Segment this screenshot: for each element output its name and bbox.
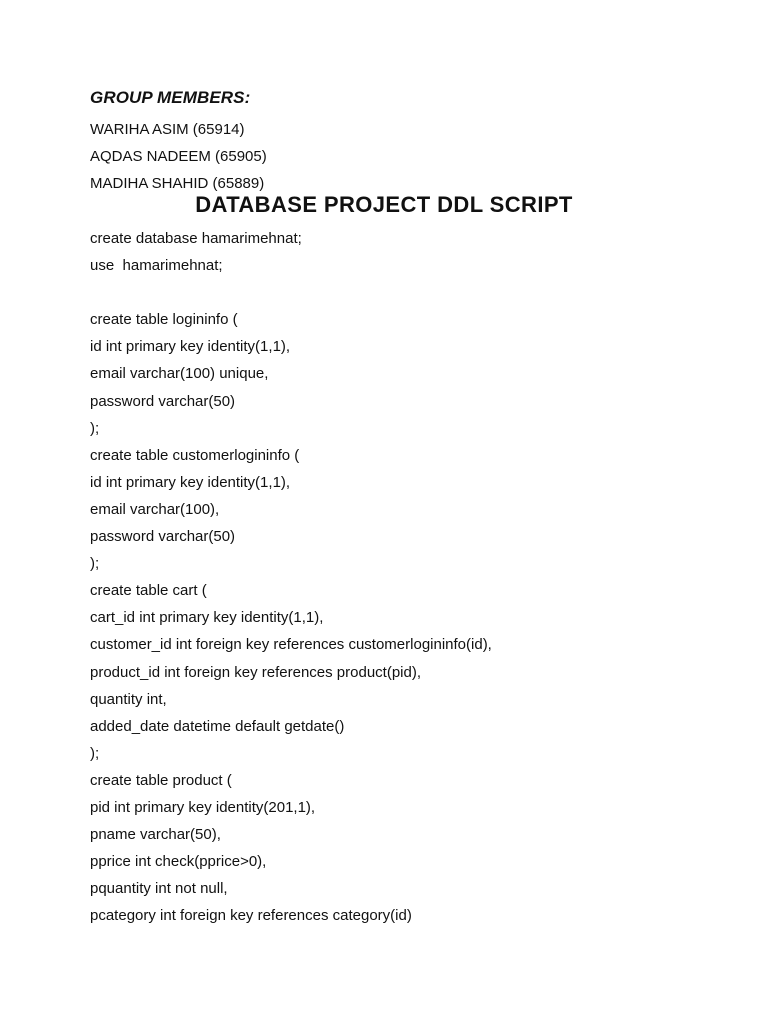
- group-member: WARIHA ASIM (65914): [90, 121, 245, 138]
- script-line: [90, 279, 492, 306]
- script-line: product_id int foreign key references product(pid),: [90, 663, 422, 681]
- script-line: email varchar(100),: [90, 500, 220, 518]
- script-line: quantity int,: [90, 690, 167, 708]
- group-members-list: [90, 116, 267, 197]
- script-line: pid int primary key identity(201,1),: [90, 798, 316, 816]
- ddl-script: [90, 225, 492, 929]
- script-line: );: [90, 419, 100, 437]
- script-line: create table customerlogininfo (: [90, 446, 300, 464]
- script-line: pcategory int foreign key references category(id): [90, 907, 412, 925]
- script-line: customer_id int foreign key references customerlogininfo(id),: [90, 636, 492, 654]
- script-line: email varchar(100) unique,: [90, 365, 269, 383]
- script-line: cart_id int primary key identity(1,1),: [90, 609, 324, 627]
- script-line: pprice int check(pprice>0),: [90, 853, 267, 871]
- script-title-container: [0, 192, 768, 218]
- script-line: create database hamarimehnat;: [90, 230, 302, 247]
- script-line: create table cart (: [90, 582, 207, 600]
- script-line: );: [90, 555, 100, 573]
- script-line: id int primary key identity(1,1),: [90, 473, 291, 491]
- script-line: create table product (: [90, 771, 232, 789]
- script-line: password varchar(50): [90, 392, 236, 410]
- script-line: password varchar(50): [90, 528, 236, 546]
- script-line: );: [90, 744, 100, 762]
- script-title: DATABASE PROJECT DDL SCRIPT: [195, 192, 573, 217]
- group-members-heading: GROUP MEMBERS:: [90, 88, 251, 107]
- script-line: create table logininfo (: [90, 311, 238, 329]
- script-line: pquantity int not null,: [90, 880, 228, 898]
- script-line: id int primary key identity(1,1),: [90, 338, 291, 356]
- group-member: MADIHA SHAHID (65889): [90, 175, 265, 192]
- script-line: added_date datetime default getdate(): [90, 717, 345, 735]
- script-line: use hamarimehnat;: [90, 257, 223, 275]
- script-line: pname varchar(50),: [90, 826, 221, 844]
- group-member: AQDAS NADEEM (65905): [90, 148, 267, 165]
